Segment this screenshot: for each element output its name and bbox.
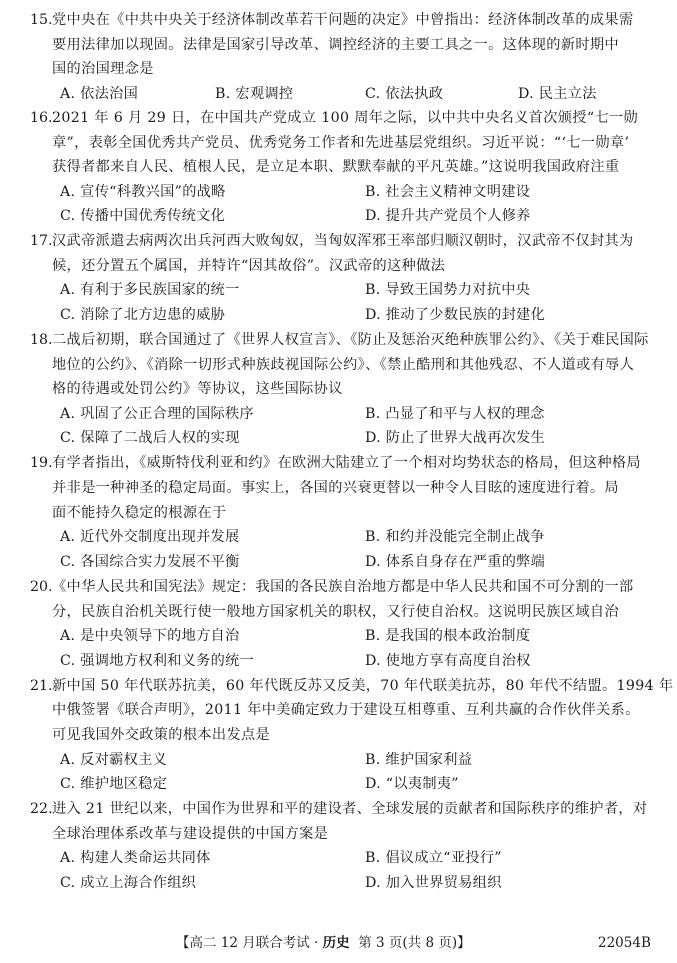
option-d: D. 体系自身存在严重的弊端 [365,554,546,570]
question-text-line: 国的治国理念是 [52,61,154,77]
question-text-line: 二战后初期，联合国通过了《世界人权宣言》、《防止及惩治灭绝种族罪公约》、《关于难民国际 [52,332,649,348]
question-text-line: 党中央在《中共中央关于经济体制改革若干问题的决定》中曾指出：经济体制改革的成果需 [52,12,634,28]
footer-page-info: 第 3 页(共 8 页) [349,935,458,951]
option-a: A. 依法治国 [60,86,139,102]
footer-code: 22054B [598,935,651,951]
question-text-line: 并非是一种神圣的稳定局面。事实上，各国的兴衰更替以一种令人目眩的速度进行着。局 [52,480,619,496]
question-text-line: 汉武帝派遣去病两次出兵河西大败匈奴，当匈奴浑邪王率部归顺汉朝时，汉武帝不仅封其为 [52,233,634,249]
question-text-line: 候，还分置五个属国，并特许“因其故俗”。汉武帝的这种做法 [52,258,446,274]
option-c: C. 消除了北方边患的威胁 [60,307,226,323]
option-b: B. 倡议成立“亚投行” [365,850,502,866]
question-text-line: 进入 21 世纪以来，中国作为世界和平的建设者、全球发展的贡献者和国际秩序的维护者，对 [52,801,648,817]
question-number: 17. [30,233,53,249]
question-text-line: 分，民族自治机关既行使一般地方国家机关的职权，又行使自治权。这说明民族区域自治 [52,604,619,620]
option-c: C. 传播中国优秀传统文化 [60,208,226,224]
question-text-line: 全球治理体系改革与建设提供的中国方案是 [52,826,329,842]
question-number: 18. [30,332,53,348]
option-a: A. 近代外交制度出现并发展 [60,529,240,545]
option-a: A. 构建人类命运共同体 [60,850,211,866]
option-a: A. 巩固了公正合理的国际秩序 [60,406,255,422]
option-d: D. 防止了世界大战再次发生 [365,430,546,446]
option-a: A. 反对霸权主义 [60,752,168,768]
option-d: D. 使地方享有高度自治权 [365,653,531,669]
option-b: B. 凸显了和平与人权的理念 [365,406,545,422]
question-number: 21. [30,678,53,694]
option-c: C. 维护地区稳定 [60,776,168,792]
question-text-line: 地位的公约》、《消除一切形式种族歧视国际公约》、《禁止酷刑和其他残忍、不人道或有辱人 [52,357,635,373]
option-d: D. 民主立法 [518,86,597,102]
question-text-line: 章”，表彰全国优秀共产党员、优秀党务工作者和先进基层党组织。习近平说：“‘七一勋章’ [52,135,630,151]
option-c: C. 保障了二战后人权的实现 [60,430,240,446]
footer-close-bracket: 】 [457,935,471,951]
question-text-line: 新中国 50 年代联苏抗美，60 年代既反苏又反美，70 年代联美抗苏，80 年代不结盟。1994 年 [52,678,674,694]
option-a: A. 是中央领导下的地方自治 [60,628,240,644]
option-c: C. 成立上海合作组织 [60,875,197,891]
option-c: C. 各国综合实力发展不平衡 [60,554,240,570]
option-c: C. 依法执政 [365,86,444,102]
page-footer [176,933,471,953]
question-text-line: 《中华人民共和国宪法》规定：我国的各民族自治地方都是中华人民共和国不可分割的一部 [52,579,634,595]
option-b: B. 导致王国势力对抗中央 [365,282,531,298]
option-b: B. 社会主义精神文明建设 [365,184,531,200]
option-a: A. 宣传“科教兴国”的战略 [60,184,226,200]
question-text-line: 格的待遇或处罚公约》等协议，这些国际协议 [52,381,343,397]
question-text-line: 获得者都来自人民、植根人民，是立足本职、默默奉献的平凡英雄。”这说明我国政府注重 [52,159,620,175]
question-text-line: 中俄签署《联合声明》，2011 年中美确定致力于建设互相尊重、互利共赢的合作伙伴关系。 [52,702,640,718]
option-d: D. 加入世界贸易组织 [365,875,502,891]
option-c: C. 强调地方权利和义务的统一 [60,653,255,669]
footer-subject: 历史 [322,935,350,951]
option-a: A. 有利于多民族国家的统一 [60,282,240,298]
option-b: B. 和约并没能完全制止战争 [365,529,545,545]
footer-open-bracket: 【 [176,935,190,951]
option-b: B. 是我国的根本政治制度 [365,628,531,644]
question-text-line: 有学者指出，《威斯特伐利亚和约》在欧洲大陆建立了一个相对均势状态的格局，但这种格局 [52,455,641,471]
question-text-line: 面不能持久稳定的根源在于 [52,505,227,521]
footer-exam-name: 高二 12 月联合考试 · [189,935,323,951]
option-d: D. 提升共产党员个人修养 [365,208,531,224]
question-text-line: 要用法律加以现固。法律是国家引导改革、调控经济的主要工具之一。这体现的新时期中 [52,37,619,53]
question-text-line: 可见我国外交政策的根本出发点是 [52,727,271,743]
question-number: 16. [30,110,53,126]
option-b: B. 维护国家利益 [365,752,473,768]
question-number: 15. [30,12,53,28]
option-d: D. 推动了少数民族的封建化 [365,307,546,323]
question-number: 20. [30,579,53,595]
question-text-line: 2021 年 6 月 29 日，在中国共产党成立 100 周年之际，以中共中央名义首次颁授“七一勋 [52,110,639,126]
option-d: D. “以夷制夷” [365,776,459,792]
question-number: 19. [30,455,53,471]
question-number: 22. [30,801,53,817]
option-b: B. 宏观调控 [215,86,294,102]
